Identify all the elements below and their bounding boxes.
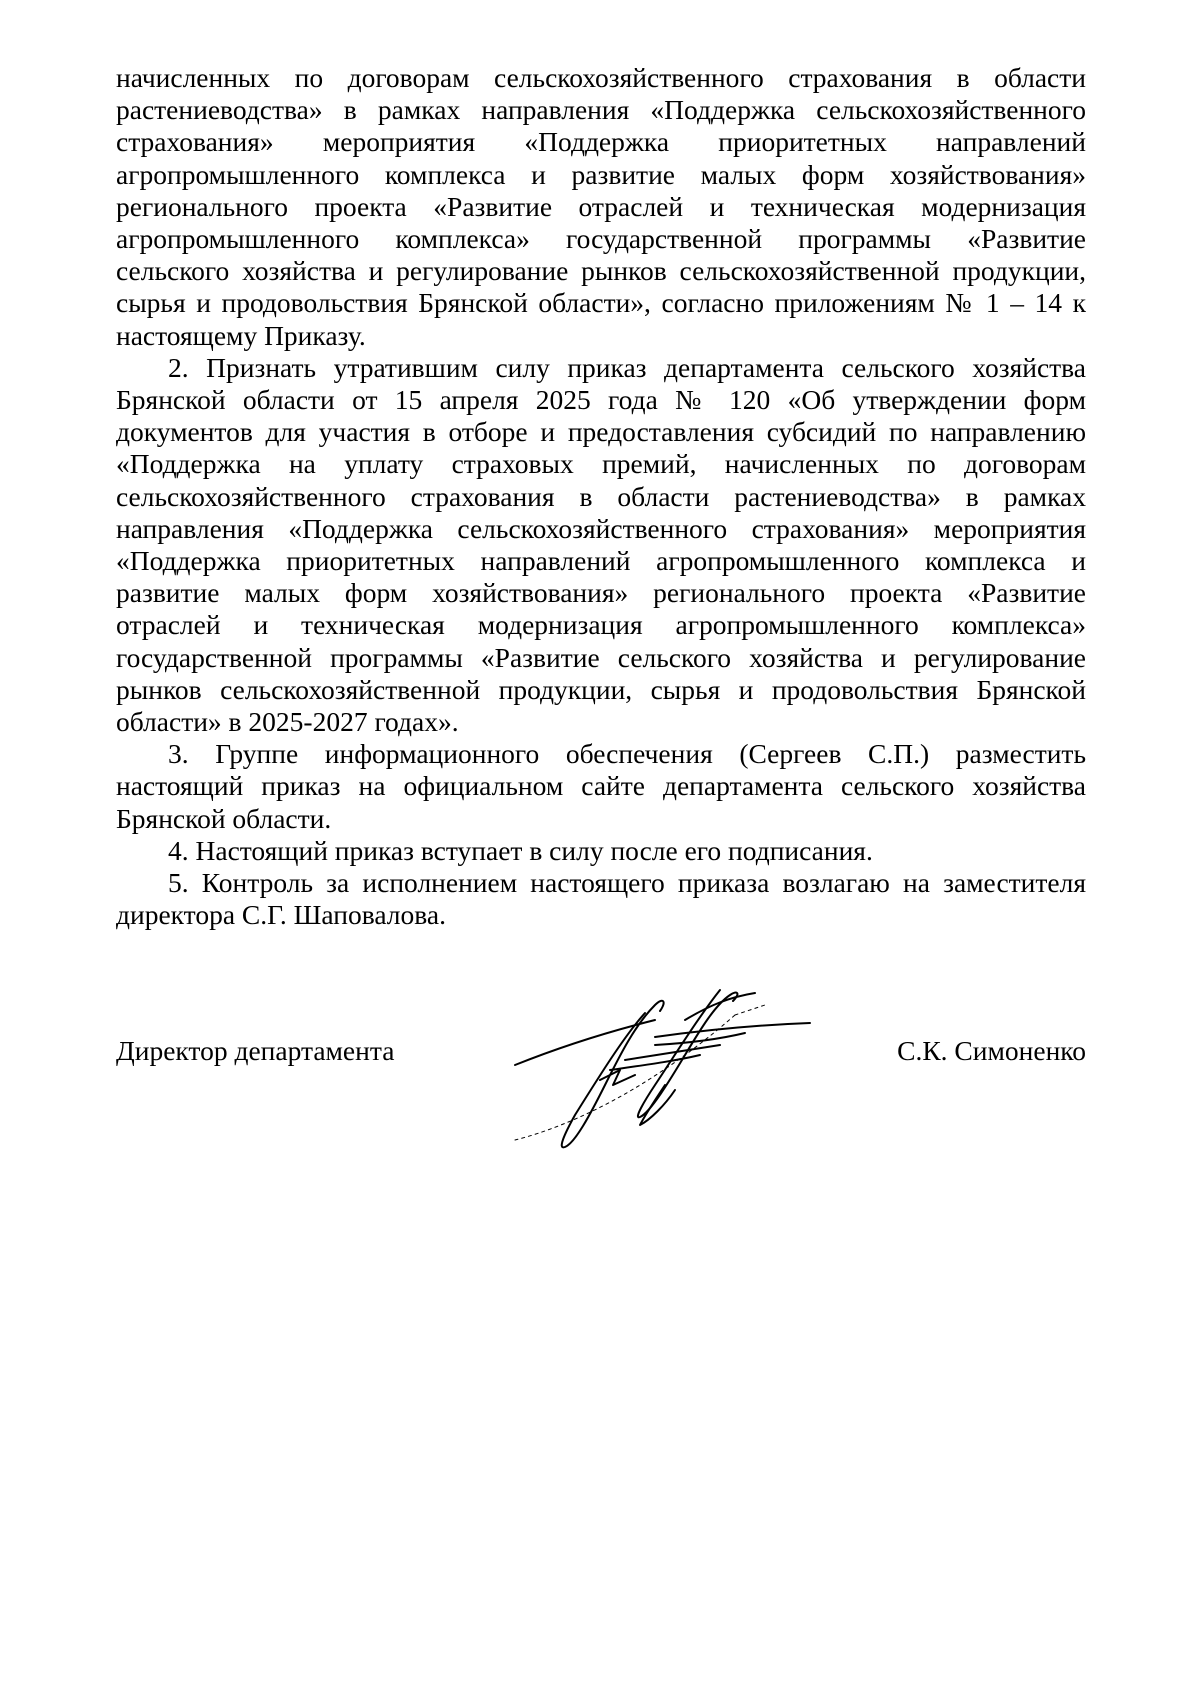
signer-position: Директор департамента: [116, 1035, 395, 1066]
paragraph-item-5: 5. Контроль за исполнением настоящего приказа возлагаю на заместителя директора С.Г. Шаповалова.: [116, 867, 1086, 931]
signer-name: С.К. Симоненко: [897, 1035, 1086, 1066]
document-body: [116, 62, 1086, 931]
handwritten-signature: [505, 975, 815, 1155]
paragraph-item-3: 3. Группе информационного обеспечения (Сергеев С.П.) разместить настоящий приказ на официальном сайте департамента сельского хозяйства Брянской области.: [116, 738, 1086, 834]
paragraph-continuation: начисленных по договорам сельскохозяйственного страхования в области растениеводства» в рамках направления «Поддержка сельскохозяйственного страхования» мероприятия «Поддержка приоритетных направлений агропромышленного комплекса и развитие малых форм хозяйствования» регионального проекта «Развитие отраслей и техническая модернизация агропромышленного комплекса» государственной программы «Развитие сельского хозяйства и регулирование рынков сельскохозяйственной продукции, сырья и продовольствия Брянской области», согласно приложениям № 1 – 14 к настоящему Приказу.: [116, 62, 1086, 351]
paragraph-item-2: 2. Признать утратившим силу приказ департамента сельского хозяйства Брянской области от 15 апреля 2025 года № 120 «Об утверждении форм документов для участия в отборе и предоставления субсидий по направлению «Поддержка на уплату страховых премий, начисленных по договорам сельскохозяйственного страхования в области растениеводства» в рамках направления «Поддержка сельскохозяйственного страхования» мероприятия «Поддержка приоритетных направлений агропромышленного комплекса и развитие малых форм хозяйствования» регионального проекта «Развитие отраслей и техническая модернизация агропромышленного комплекса» государственной программы «Развитие сельского хозяйства и регулирование рынков сельскохозяйственной продукции, сырья и продовольствия Брянской области» в 2025-2027 годах».: [116, 351, 1086, 738]
paragraph-item-4: 4. Настоящий приказ вступает в силу после его подписания.: [168, 834, 873, 866]
